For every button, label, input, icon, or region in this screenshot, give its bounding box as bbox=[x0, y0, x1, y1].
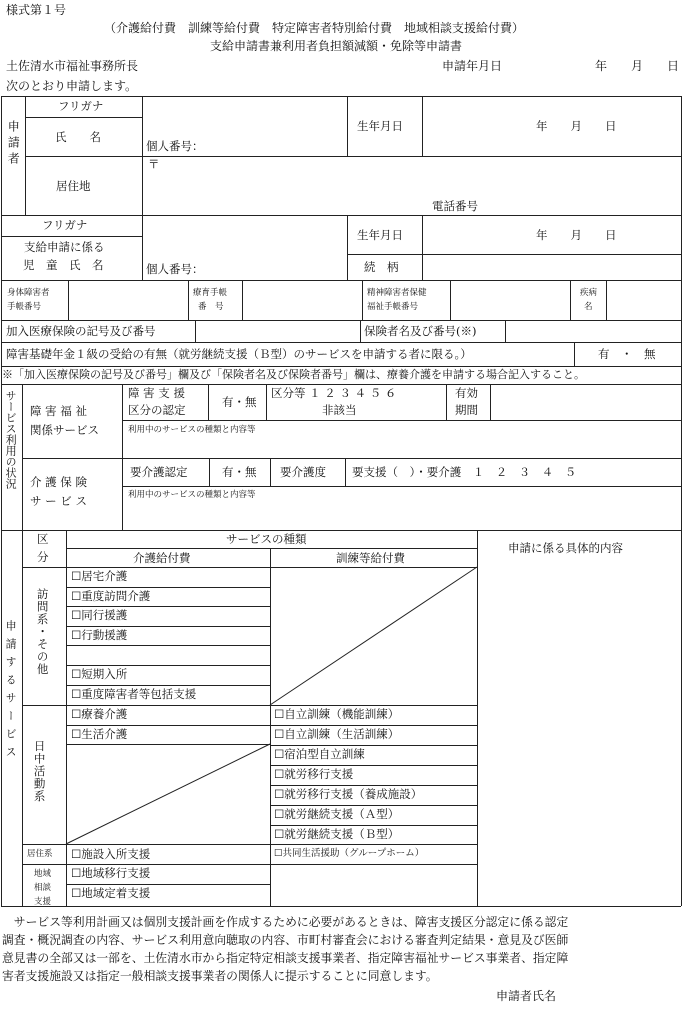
detail-header: 申請に係る具体的内容 bbox=[508, 541, 623, 555]
postal-mark: 〒 bbox=[148, 157, 160, 171]
applicant-birth-value[interactable]: 年 月 日 bbox=[536, 119, 617, 133]
service-employment-transition-school[interactable]: ☐就労移行支援（養成施設） bbox=[274, 787, 423, 801]
pension-choice[interactable]: 有 ・ 無 bbox=[598, 347, 656, 361]
care-benefit-header: 介護給付費 bbox=[133, 551, 191, 565]
service-region-settle[interactable]: ☐地域定着支援 bbox=[71, 886, 151, 900]
applicant-my-number-label: 個人番号： bbox=[146, 139, 204, 153]
welfare-service-label-2: 関係サービス bbox=[30, 423, 99, 437]
support-cert-label-1: 障 害 支 援 bbox=[128, 386, 185, 400]
form-title-1: （介護給付費 訓練等給付費 特定障害者特別給付費 地域相談支援給付費） bbox=[104, 21, 525, 35]
child-furigana-label: フリガナ bbox=[42, 218, 88, 232]
mental-handbook-label-2: 福祉手帳番号 bbox=[367, 302, 419, 312]
service-comprehensive[interactable]: ☐重度障害者等包括支援 bbox=[71, 687, 197, 701]
physical-handbook-label-2: 手帳番号 bbox=[7, 302, 42, 312]
support-cert-label-2: 区分の認定 bbox=[128, 403, 186, 417]
region-group-label-1: 地域 bbox=[34, 869, 52, 879]
apply-date-value[interactable]: 年 月 日 bbox=[595, 59, 680, 73]
kubun-label-1: 区 bbox=[37, 532, 49, 546]
applicant-name-label: 氏 名 bbox=[55, 130, 101, 144]
care-level-label: 要介護度 bbox=[280, 465, 326, 479]
region-group-label-3: 支援 bbox=[34, 897, 52, 907]
service-medical-care[interactable]: ☐療養介護 bbox=[71, 707, 128, 721]
child-relation-label: 続 柄 bbox=[364, 260, 399, 274]
service-life-care[interactable]: ☐生活介護 bbox=[71, 727, 128, 741]
form-title-2: 支給申請書兼利用者負担額減額・免除等申請書 bbox=[210, 39, 463, 53]
applicant-address-label: 居住地 bbox=[56, 179, 91, 193]
addressee: 土佐清水市福祉事務所長 bbox=[6, 59, 139, 73]
care-insurance-label-2: サ ー ビ ス bbox=[30, 494, 87, 508]
applicant-side-label: 申請者 bbox=[6, 120, 21, 168]
pension-text: 障害基礎年金１級の受給の有無（就労継続支援（Ｂ型）のサービスを申請する者に限る。） bbox=[6, 347, 472, 361]
care-need-yesno[interactable]: 有・無 bbox=[222, 465, 257, 479]
service-short-stay[interactable]: ☐短期入所 bbox=[71, 667, 128, 681]
child-birth-label: 生年月日 bbox=[357, 228, 403, 242]
applicant-birth-label: 生年月日 bbox=[357, 119, 403, 133]
care-insurance-label-1: 介 護 保 険 bbox=[30, 475, 87, 489]
service-home-care[interactable]: ☐居宅介護 bbox=[71, 569, 128, 583]
ryoiku-handbook-label-2: 番 号 bbox=[198, 302, 224, 312]
signer-label[interactable]: 申請者氏名 bbox=[496, 989, 557, 1003]
day-group-label: 日中活動系 bbox=[32, 740, 47, 803]
form-number: 様式第１号 bbox=[6, 3, 67, 17]
physical-handbook-label-1: 身体障害者 bbox=[7, 288, 50, 298]
service-severe-visit[interactable]: ☐重度訪問介護 bbox=[71, 589, 151, 603]
applicant-furigana-label: フリガナ bbox=[58, 99, 104, 113]
region-group-label-2: 相談 bbox=[34, 883, 52, 893]
valid-period-label-2: 期間 bbox=[455, 403, 478, 417]
service-train-life[interactable]: ☐自立訓練（生活訓練） bbox=[274, 727, 400, 741]
care-need-cert-label: 要介護認定 bbox=[130, 465, 188, 479]
service-kind-header: サービスの種類 bbox=[226, 532, 307, 546]
training-benefit-header: 訓練等給付費 bbox=[336, 551, 405, 565]
medical-insurance-label: 加入医療保険の記号及び番号 bbox=[6, 324, 156, 338]
service-employment-b[interactable]: ☐就労継続支援（Ｂ型） bbox=[274, 827, 400, 841]
insurance-note: ※「加入医療保険の記号及び番号」欄及び「保険者名及び保険者番号」欄は、療養介護を申請する場合記入すること。 bbox=[2, 368, 585, 381]
consent-line-1: サービス等利用計画又は個別支援計画を作成するために必要があるときは、障害支援区分認定に係る認定 bbox=[2, 915, 569, 929]
service-behavior[interactable]: ☐行動援護 bbox=[71, 628, 128, 642]
service-accompany[interactable]: ☐同行援護 bbox=[71, 608, 128, 622]
service-region-transition[interactable]: ☐地域移行支援 bbox=[71, 866, 151, 880]
support-cert-yesno[interactable]: 有・無 bbox=[222, 395, 257, 409]
service-employment-transition[interactable]: ☐就労移行支援 bbox=[274, 767, 354, 781]
child-name-label-2: 児 童 氏 名 bbox=[23, 258, 104, 272]
child-name-label-1: 支給申請に係る bbox=[24, 240, 105, 254]
apply-date-label: 申請年月日 bbox=[442, 59, 503, 73]
child-my-number-label: 個人番号： bbox=[146, 262, 204, 276]
support-non-applicable[interactable]: 非該当 bbox=[322, 403, 357, 417]
service-train-function[interactable]: ☐自立訓練（機能訓練） bbox=[274, 707, 400, 721]
ryoiku-handbook-label-1: 療育手帳 bbox=[193, 288, 228, 298]
service-facility-admission[interactable]: ☐施設入所支援 bbox=[71, 847, 151, 861]
service-group-home[interactable]: ☐共同生活援助（グループホーム） bbox=[274, 848, 425, 859]
mental-handbook-label-1: 精神障害者保健 bbox=[367, 288, 427, 298]
valid-period-label-1: 有効 bbox=[455, 386, 478, 400]
consent-line-3: 意見書の全部又は一部を、土佐清水市から指定特定相談支援事業者、指定障害福祉サービス事業者、指定障 bbox=[2, 951, 569, 965]
intro-text: 次のとおり申請します。 bbox=[6, 79, 138, 93]
consent-line-2: 調査・概況調査の内容、サービス利用意向聴取の内容、市町村審査会における審査判定結果・意見及び医師 bbox=[2, 933, 569, 947]
disease-label-2: 名 bbox=[584, 302, 593, 312]
welfare-service-label-1: 障 害 福 祉 bbox=[30, 404, 87, 418]
disease-label-1: 疾病 bbox=[580, 288, 598, 298]
support-grade[interactable]: 区分等 １ ２ ３ ４ ５ ６ bbox=[271, 386, 397, 400]
consent-line-4: 害者支援施設又は指定一般相談支援事業者の関係人に提示することに同意します。 bbox=[2, 969, 438, 983]
service-train-stay[interactable]: ☐宿泊型自立訓練 bbox=[274, 747, 365, 761]
child-birth-value[interactable]: 年 月 日 bbox=[536, 228, 617, 242]
home-group-label: 居住系 bbox=[27, 849, 53, 859]
service-employment-a[interactable]: ☐就労継続支援（Ａ型） bbox=[274, 807, 400, 821]
services-side-label: 申請するサービス bbox=[4, 620, 18, 764]
care-using-label: 利用中のサービスの種類と内容等 bbox=[128, 490, 256, 500]
welfare-using-label: 利用中のサービスの種類と内容等 bbox=[128, 425, 256, 435]
phone-label: 電話番号 bbox=[432, 199, 478, 213]
insurer-label: 保険者名及び番号(※) bbox=[364, 324, 477, 338]
visit-group-label: 訪問系・その他 bbox=[35, 588, 50, 676]
kubun-label-2: 分 bbox=[37, 550, 49, 564]
usage-side-label: サービス利用の状況 bbox=[4, 390, 18, 489]
care-support-level[interactable]: 要支援（ ）・要介護 １ ２ ３ ４ ５ bbox=[352, 465, 577, 479]
